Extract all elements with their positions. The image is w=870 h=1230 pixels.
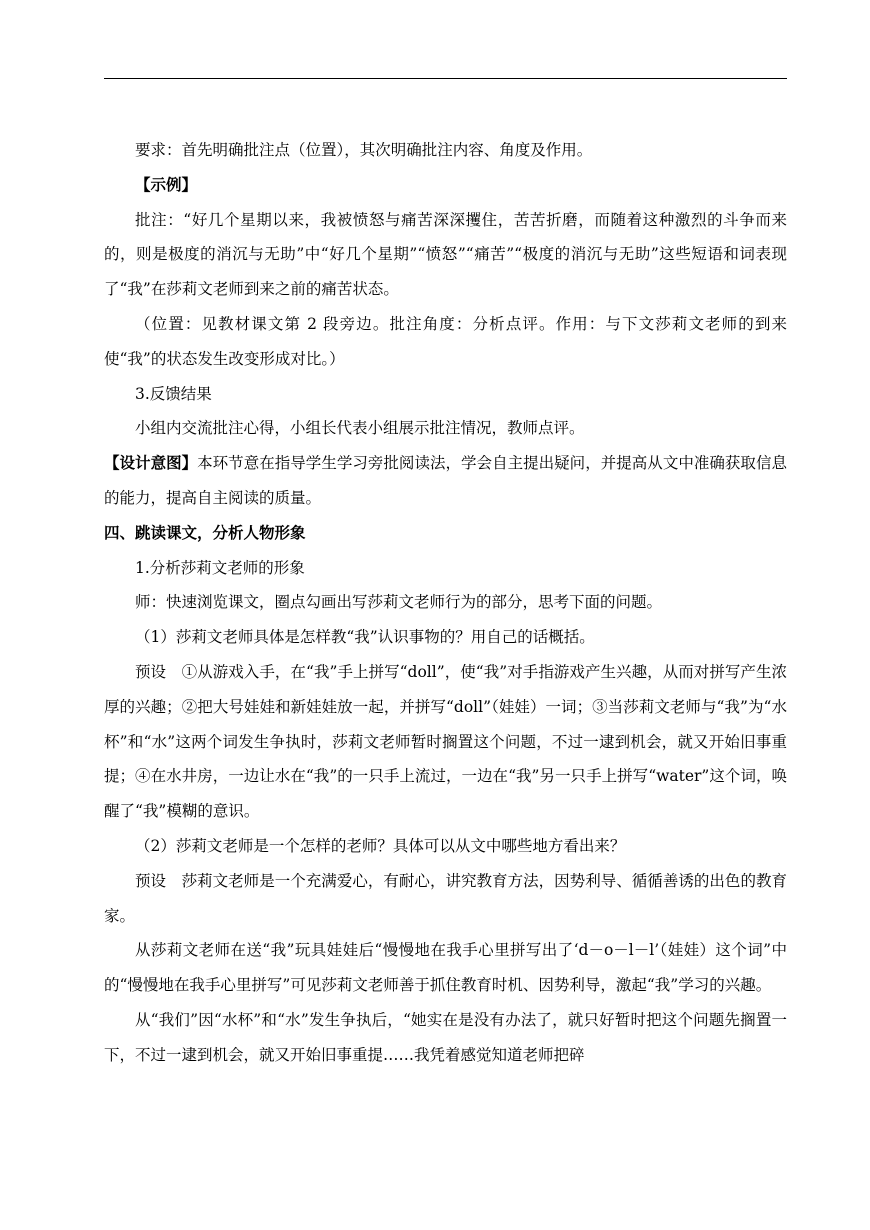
feedback-heading: 3.反馈结果 [135,384,212,403]
design-intent-paragraph [104,446,787,516]
position-note-paragraph: （位置：见教材课文第 2 段旁边。批注角度：分析点评。作用：与下文莎莉文老师的到来使“我”的状态发生改变形成对比。） [104,314,787,368]
design-intent-label: 【设计意图】 [104,453,198,473]
annotation-example-paragraph: 批注：“好几个星期以来，我被愤怒与痛苦深深攫住，苦苦折磨，而随着这种激烈的斗争而来的，则是极度的消沉与无助”中“好几个星期”“愤怒”“痛苦”“极度的消沉与无助”这些短语和词表现了“我”在莎莉文老师到来之前的痛苦状态。 [104,210,787,299]
document-body [104,133,787,1073]
example-heading: 【示例】 [135,174,198,194]
design-intent-text: 本环节意在指导学生学习旁批阅读法，学会自主提出疑问，并提高从文中准确获取信息的能力，提高自主阅读的质量。 [104,454,787,507]
answer-two-paragraph: 预设 莎莉文老师是一个充满爱心，有耐心，讲究教育方法，因势利导、循循善诱的出色的教育家。 [104,871,787,925]
analysis-paragraph-one: 从莎莉文老师在送“我”玩具娃娃后“慢慢地在我手心里拼写出了‘d－o－l－l’（娃娃）这个词”中的“慢慢地在我手心里拼写”可见莎莉文老师善于抓住教育时机、因势利导，激起“我”学习的兴趣。 [104,941,787,995]
header-rule [104,78,787,79]
teacher-instruction-paragraph: 师：快速浏览课文，圈点勾画出写莎莉文老师行为的部分，思考下面的问题。 [135,593,663,612]
answer-one-paragraph: 预设 ①从游戏入手，在“我”手上拼写“doll”，使“我”对手指游戏产生兴趣，从而对拼写产生浓厚的兴趣；②把大号娃娃和新娃娃放一起，并拼写“doll”（娃娃）一词；③当莎莉文老师与“我”为“水杯”和“水”这两个词发生争执时，莎莉文老师暂时搁置这个问题，不过一逮到机会，就又开始旧事重提；④在水井房，一边让水在“我”的一只手上流过，一边在“我”另一只手上拼写“water”这个词，唤醒了“我”模糊的意识。 [104,662,787,821]
group-exchange-paragraph: 小组内交流批注心得，小组长代表小组展示批注情况，教师点评。 [135,419,585,438]
section-four-heading: 四、跳读课文，分析人物形象 [104,522,306,542]
subsection-heading: 1.分析莎莉文老师的形象 [135,558,305,577]
analysis-paragraph-two: 从“我们”因“水杯”和“水”发生争执后，“她实在是没有办法了，就只好暂时把这个问题先搁置一下，不过一逮到机会，就又开始旧事重提……我凭着感觉知道老师把碎 [104,1010,787,1064]
requirement-paragraph: 要求：首先明确批注点（位置），其次明确批注内容、角度及作用。 [135,141,593,159]
question-one: （1）莎莉文老师具体是怎样教“我”认识事物的？用自己的话概括。 [135,628,595,647]
question-two: （2）莎莉文老师是一个怎样的老师？具体可以从文中哪些地方看出来？ [135,836,626,855]
